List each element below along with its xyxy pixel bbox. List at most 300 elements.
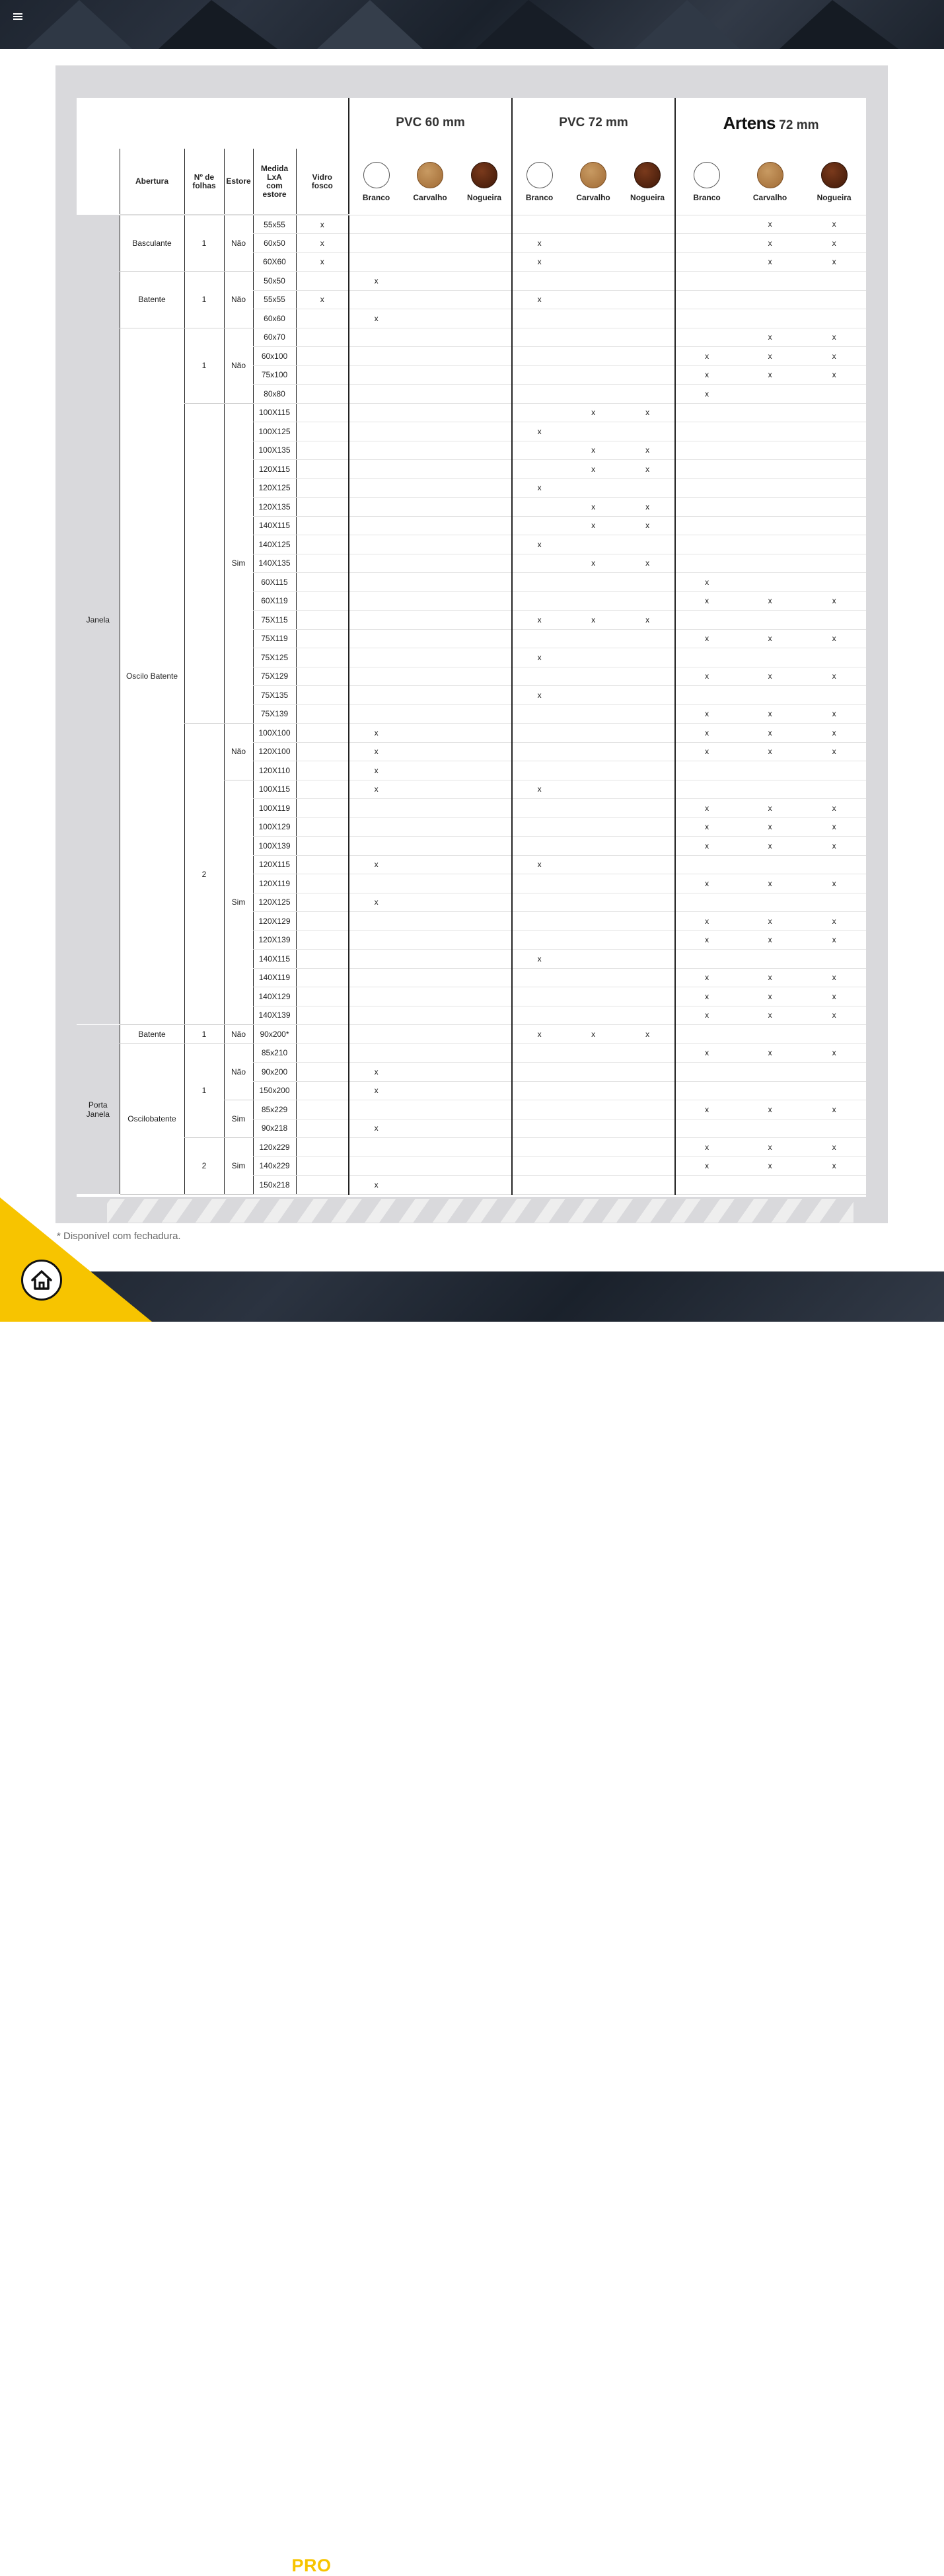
option-cell (457, 365, 512, 385)
option-cell (512, 309, 566, 328)
option-cell (802, 1025, 866, 1044)
option-cell: x (802, 347, 866, 366)
option-cell (566, 478, 620, 498)
option-cell (738, 1025, 802, 1044)
brand-pro: PRO (291, 2556, 332, 2575)
option-cell (457, 573, 512, 592)
medida-cell: 60X119 (253, 591, 296, 611)
menu-icon[interactable] (13, 13, 22, 20)
vidro-cell (296, 742, 349, 761)
option-cell (457, 817, 512, 837)
option-cell (403, 498, 457, 517)
option-cell (566, 347, 620, 366)
option-cell: x (802, 1100, 866, 1119)
vidro-cell (296, 799, 349, 818)
option-cell: x (349, 1081, 403, 1100)
option-cell (349, 365, 403, 385)
option-cell (349, 403, 403, 422)
vidro-cell (296, 648, 349, 667)
option-cell (738, 950, 802, 969)
option-cell (802, 535, 866, 554)
option-cell (403, 799, 457, 818)
option-cell (620, 478, 675, 498)
option-cell (675, 516, 738, 535)
option-cell (349, 950, 403, 969)
table-row (77, 1025, 866, 1044)
option-cell (457, 309, 512, 328)
option-cell (403, 1119, 457, 1138)
estore-header: Estore (224, 149, 253, 215)
option-cell: x (802, 968, 866, 987)
option-cell (403, 460, 457, 479)
color-header-branco (675, 149, 738, 215)
option-cell (620, 950, 675, 969)
option-cell (738, 498, 802, 517)
option-cell (512, 1100, 566, 1119)
option-cell (566, 950, 620, 969)
option-cell (620, 799, 675, 818)
medida-cell: 60x70 (253, 328, 296, 347)
option-cell: x (675, 629, 738, 648)
option-cell (349, 234, 403, 253)
option-cell (802, 1081, 866, 1100)
option-cell (802, 272, 866, 291)
option-cell: x (620, 441, 675, 460)
option-cell (620, 704, 675, 724)
option-cell: x (675, 667, 738, 686)
footer-tagline: Junte-se ao Clube LEROY MERLIN PRO e beneficie de todas as vantagens. (377, 2556, 894, 2573)
vidro-cell (296, 573, 349, 592)
option-cell (512, 1176, 566, 1195)
option-cell: x (675, 1138, 738, 1157)
option-cell (403, 780, 457, 799)
option-cell (802, 385, 866, 404)
option-cell (620, 837, 675, 856)
option-cell: x (620, 611, 675, 630)
vidro-cell (296, 1043, 349, 1063)
option-cell (620, 252, 675, 272)
option-cell (566, 422, 620, 441)
vidro-cell (296, 478, 349, 498)
option-cell: x (675, 874, 738, 893)
option-cell (349, 215, 403, 234)
option-cell: x (802, 215, 866, 234)
option-cell (403, 724, 457, 743)
option-cell (457, 742, 512, 761)
option-cell (566, 874, 620, 893)
option-cell (403, 686, 457, 705)
option-cell (349, 460, 403, 479)
brand-logo[interactable] (148, 2556, 332, 2576)
option-cell (566, 780, 620, 799)
option-cell (512, 385, 566, 404)
artens-thickness: 72 mm (779, 118, 819, 132)
option-cell (620, 1100, 675, 1119)
option-cell (457, 930, 512, 950)
option-cell (349, 1100, 403, 1119)
option-cell (566, 1119, 620, 1138)
option-cell (457, 724, 512, 743)
abertura-cell: Basculante (120, 215, 184, 272)
option-cell (620, 761, 675, 780)
option-cell (675, 441, 738, 460)
option-cell (566, 817, 620, 837)
option-cell: x (738, 799, 802, 818)
option-cell (802, 516, 866, 535)
option-cell (457, 1063, 512, 1082)
option-cell: x (738, 968, 802, 987)
option-cell (403, 252, 457, 272)
option-cell (512, 742, 566, 761)
option-cell (403, 874, 457, 893)
vidro-cell (296, 1138, 349, 1157)
option-cell: x (802, 365, 866, 385)
option-cell (457, 855, 512, 874)
option-cell (457, 780, 512, 799)
medida-cell: 120X115 (253, 460, 296, 479)
option-cell (620, 1043, 675, 1063)
vidro-cell (296, 441, 349, 460)
option-cell (457, 441, 512, 460)
option-cell (403, 1006, 457, 1025)
carvalho-swatch (757, 162, 783, 188)
option-cell (620, 1176, 675, 1195)
abertura-cell: Oscilo Batente (120, 328, 184, 1025)
option-cell (675, 1119, 738, 1138)
option-cell (566, 855, 620, 874)
carvalho-swatch (580, 162, 606, 188)
option-cell: x (566, 498, 620, 517)
option-cell: x (802, 837, 866, 856)
medida-cell: 60x60 (253, 309, 296, 328)
option-cell: x (675, 347, 738, 366)
option-cell (802, 441, 866, 460)
option-cell (403, 1063, 457, 1082)
option-cell: x (675, 987, 738, 1006)
option-cell: x (349, 761, 403, 780)
product-availability-table (77, 98, 866, 1195)
option-cell: x (620, 516, 675, 535)
top-banner (0, 0, 944, 49)
vidro-cell (296, 761, 349, 780)
option-cell (738, 309, 802, 328)
option-cell (738, 855, 802, 874)
table-row (77, 1043, 866, 1063)
option-cell (566, 1043, 620, 1063)
option-cell (457, 968, 512, 987)
option-cell (349, 704, 403, 724)
product-table-container (77, 98, 866, 1197)
option-cell (675, 761, 738, 780)
option-cell (457, 799, 512, 818)
vidro-cell (296, 309, 349, 328)
option-cell (403, 1176, 457, 1195)
option-cell (457, 290, 512, 309)
option-cell: x (512, 855, 566, 874)
vidro-cell (296, 874, 349, 893)
option-cell: x (512, 780, 566, 799)
option-cell (620, 1063, 675, 1082)
carvalho-swatch (417, 162, 443, 188)
option-cell (620, 573, 675, 592)
folhas-cell (184, 403, 224, 724)
option-cell (675, 648, 738, 667)
vidro-cell (296, 591, 349, 611)
vidro-cell (296, 1100, 349, 1119)
vidro-cell (296, 968, 349, 987)
folhas-cell: 2 (184, 1138, 224, 1195)
vidro-cell (296, 422, 349, 441)
option-cell (738, 478, 802, 498)
option-cell (802, 1063, 866, 1082)
option-cell (403, 1100, 457, 1119)
abertura-cell: Oscilobatente (120, 1043, 184, 1194)
option-cell (457, 1081, 512, 1100)
option-cell (512, 403, 566, 422)
option-cell (403, 290, 457, 309)
color-header-nogueira (802, 149, 866, 215)
option-cell (738, 422, 802, 441)
option-cell: x (675, 912, 738, 931)
option-cell: x (738, 724, 802, 743)
option-cell (349, 441, 403, 460)
option-cell (512, 1043, 566, 1063)
option-cell (802, 648, 866, 667)
option-cell (738, 460, 802, 479)
option-cell (802, 1176, 866, 1195)
brand-name: LEROY MERLIN (148, 2556, 287, 2575)
option-cell (349, 1156, 403, 1176)
option-cell (620, 234, 675, 253)
medida-cell: 75X119 (253, 629, 296, 648)
option-cell (457, 347, 512, 366)
option-cell (802, 761, 866, 780)
option-cell (512, 573, 566, 592)
option-cell (620, 742, 675, 761)
option-cell (403, 1043, 457, 1063)
option-cell: x (675, 1156, 738, 1176)
option-cell: x (738, 912, 802, 931)
option-cell: x (802, 742, 866, 761)
option-cell (403, 1138, 457, 1157)
option-cell: x (620, 1025, 675, 1044)
option-cell (566, 667, 620, 686)
abertura-cell: Batente (120, 1025, 184, 1044)
color-header-nogueira (457, 149, 512, 215)
option-cell (403, 761, 457, 780)
vidro-cell (296, 460, 349, 479)
option-cell (675, 328, 738, 347)
option-cell (620, 422, 675, 441)
option-cell: x (738, 667, 802, 686)
option-cell (512, 930, 566, 950)
option-cell (349, 554, 403, 573)
vidro-cell (296, 498, 349, 517)
option-cell (738, 1176, 802, 1195)
option-cell (566, 272, 620, 291)
option-cell (512, 1119, 566, 1138)
option-cell: x (512, 478, 566, 498)
option-cell: x (512, 950, 566, 969)
option-cell (738, 611, 802, 630)
option-cell (675, 215, 738, 234)
vidro-cell (296, 893, 349, 912)
color-label-branco: Branco (362, 192, 390, 202)
option-cell (512, 874, 566, 893)
option-cell (566, 385, 620, 404)
option-cell (403, 215, 457, 234)
vidro-cell (296, 837, 349, 856)
medida-cell: 60x50 (253, 234, 296, 253)
option-cell: x (738, 874, 802, 893)
option-cell: x (738, 1138, 802, 1157)
option-cell (802, 686, 866, 705)
option-cell (738, 403, 802, 422)
option-cell (802, 780, 866, 799)
option-cell (566, 704, 620, 724)
color-header-carvalho (738, 149, 802, 215)
option-cell (403, 535, 457, 554)
vidro-cell (296, 724, 349, 743)
table-body (77, 215, 866, 1194)
option-cell (349, 385, 403, 404)
option-cell (512, 347, 566, 366)
color-header-branco (349, 149, 403, 215)
option-cell (566, 648, 620, 667)
option-cell (802, 478, 866, 498)
branco-swatch (363, 162, 390, 188)
option-cell: x (675, 837, 738, 856)
medida-cell: 140X139 (253, 1006, 296, 1025)
option-cell (675, 422, 738, 441)
table-row (77, 724, 866, 743)
option-cell (675, 686, 738, 705)
option-cell: x (675, 704, 738, 724)
medida-cell: 100X100 (253, 724, 296, 743)
option-cell: x (512, 535, 566, 554)
option-cell (457, 611, 512, 630)
option-cell (457, 403, 512, 422)
medida-cell: 60X60 (253, 252, 296, 272)
option-cell: x (738, 347, 802, 366)
option-cell (457, 328, 512, 347)
option-cell (457, 1119, 512, 1138)
option-cell (512, 968, 566, 987)
option-cell (675, 403, 738, 422)
option-cell (675, 893, 738, 912)
option-cell: x (738, 1006, 802, 1025)
option-cell (403, 855, 457, 874)
option-cell (566, 535, 620, 554)
option-cell: x (675, 573, 738, 592)
vidro-cell (296, 1006, 349, 1025)
option-cell (620, 365, 675, 385)
option-cell: x (675, 724, 738, 743)
folhas-cell: 1 (184, 328, 224, 403)
medida-cell: 140X115 (253, 950, 296, 969)
estore-cell: Sim (224, 1100, 253, 1138)
option-cell: x (802, 1043, 866, 1063)
color-label-carvalho: Carvalho (576, 192, 610, 202)
option-cell (566, 724, 620, 743)
option-cell (457, 1025, 512, 1044)
option-cell (349, 422, 403, 441)
option-cell (457, 591, 512, 611)
option-cell: x (566, 554, 620, 573)
folhas-cell: 1 (184, 1025, 224, 1044)
option-cell (620, 1138, 675, 1157)
option-cell (566, 742, 620, 761)
vidro-cell (296, 1119, 349, 1138)
option-cell (403, 272, 457, 291)
option-cell (738, 686, 802, 705)
option-cell: x (802, 874, 866, 893)
medida-cell: 75X129 (253, 667, 296, 686)
option-cell (512, 365, 566, 385)
color-label-branco: Branco (693, 192, 721, 202)
option-cell: x (738, 817, 802, 837)
option-cell (738, 761, 802, 780)
option-cell (349, 516, 403, 535)
artens-logo: Artens (723, 112, 776, 133)
option-cell (512, 215, 566, 234)
option-cell (675, 460, 738, 479)
option-cell: x (738, 215, 802, 234)
option-cell (512, 724, 566, 743)
option-cell (457, 478, 512, 498)
option-cell (403, 478, 457, 498)
option-cell: x (738, 365, 802, 385)
vidro-cell (296, 817, 349, 837)
option-cell (349, 498, 403, 517)
option-cell (620, 1081, 675, 1100)
option-cell (566, 309, 620, 328)
vidro-cell (296, 930, 349, 950)
option-cell (457, 1176, 512, 1195)
option-cell: x (566, 403, 620, 422)
option-cell (457, 686, 512, 705)
option-cell (802, 403, 866, 422)
vidro-cell (296, 855, 349, 874)
option-cell (403, 987, 457, 1006)
abertura-cell: Batente (120, 272, 184, 328)
vidro-cell (296, 554, 349, 573)
option-cell (403, 554, 457, 573)
option-cell (349, 912, 403, 931)
estore-cell: Não (224, 215, 253, 272)
option-cell (512, 498, 566, 517)
option-cell (566, 930, 620, 950)
option-cell (620, 780, 675, 799)
option-cell: x (675, 1043, 738, 1063)
category-column-header (77, 149, 120, 215)
option-cell: x (675, 817, 738, 837)
option-cell: x (512, 290, 566, 309)
option-cell (620, 1119, 675, 1138)
option-cell (802, 460, 866, 479)
option-cell (675, 780, 738, 799)
estore-cell: Não (224, 328, 253, 403)
option-cell (675, 290, 738, 309)
home-icon[interactable] (21, 1260, 62, 1301)
vidro-cell: x (296, 234, 349, 253)
medida-cell: 90x218 (253, 1119, 296, 1138)
option-cell (457, 987, 512, 1006)
option-cell (566, 1006, 620, 1025)
vidro-cell (296, 516, 349, 535)
option-cell: x (675, 742, 738, 761)
vidro-cell: x (296, 290, 349, 309)
